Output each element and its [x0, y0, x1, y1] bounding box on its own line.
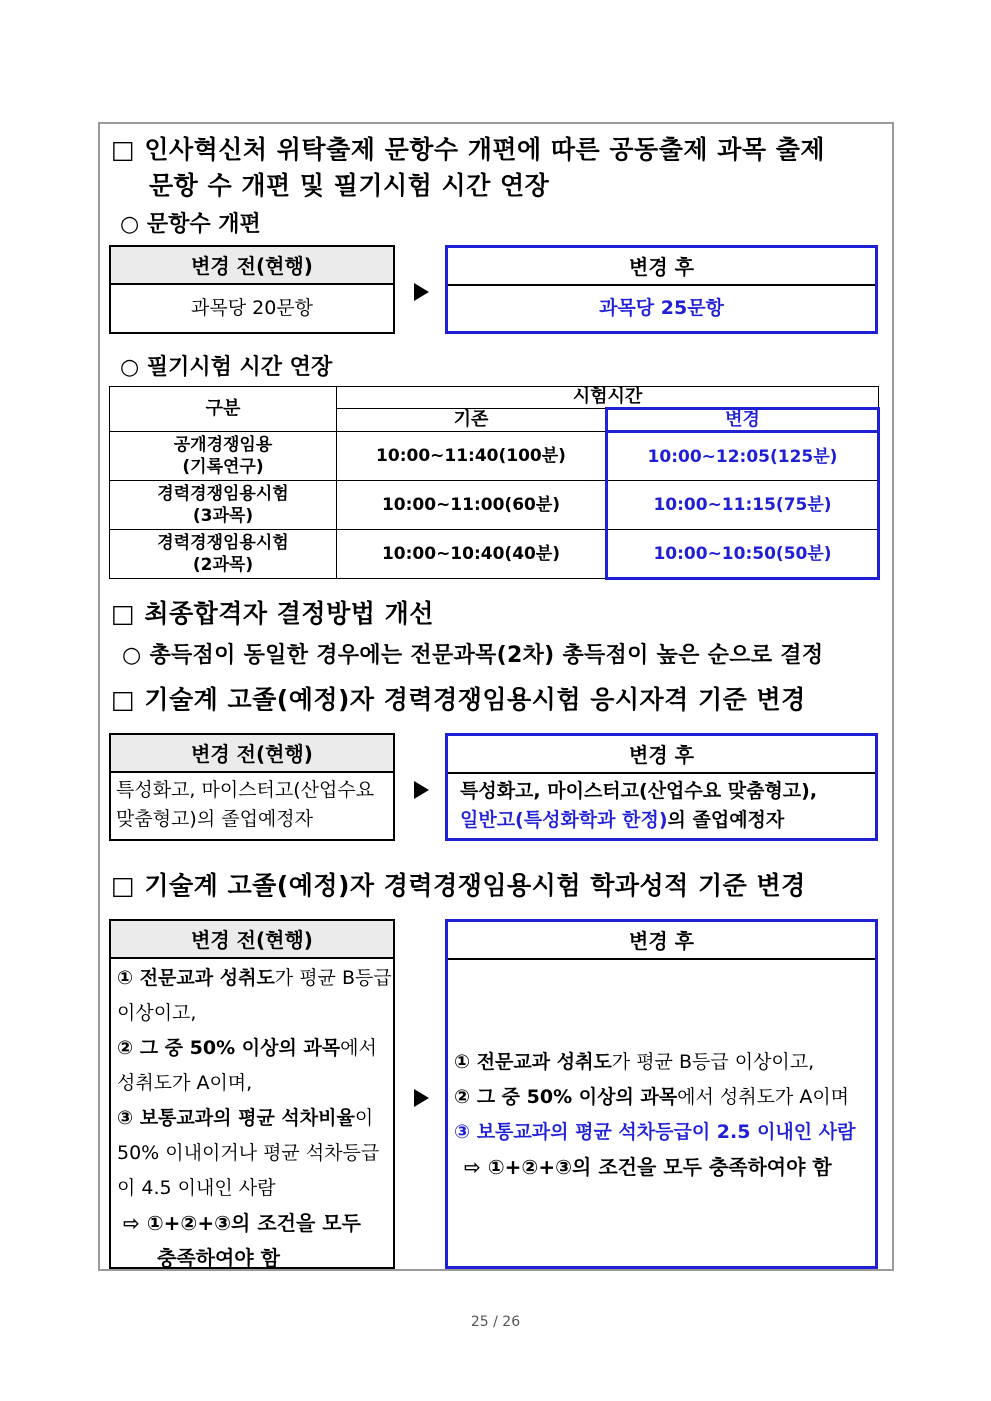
table-row	[110, 481, 879, 530]
grade-before-line: ② 그 중 50% 이상의 과목에서	[117, 1037, 377, 1059]
item-count-before-box	[109, 245, 395, 334]
item-count-before-head: 변경 전(현행)	[111, 247, 393, 285]
row-existing: 10:00~10:40(40분)	[337, 530, 607, 579]
section2-item: ○ 총득점이 동일한 경우에는 전문과목(2차) 총득점이 높은 순으로 결정	[122, 643, 824, 668]
qualification-before-line2: 맞춤형고)의 졸업예정자	[116, 808, 313, 830]
grade-before-line: 이상이고,	[117, 1002, 197, 1024]
table-header-time: 시험시간	[337, 387, 879, 409]
qualification-after-line1: 특성화고, 마이스터고(산업수요 맞춤형고),	[460, 780, 818, 802]
grade-before-line: 50% 이내이거나 평균 석차등급	[117, 1142, 380, 1164]
row-category: 경력경쟁임용시험 (3과목)	[110, 481, 337, 530]
grade-before-head: 변경 전(현행)	[111, 921, 393, 959]
section1-title-line2: 문항 수 개편 및 필기시험 시간 연장	[149, 171, 550, 200]
table-header-changed: 변경	[607, 409, 879, 432]
section1-sub-exam-time: ○ 필기시험 시간 연장	[120, 355, 333, 380]
grade-after-box	[445, 919, 878, 1269]
grade-after-line1: ① 전문교과 성취도가 평균 B등급 이상이고,	[454, 1051, 815, 1073]
page-number: 25 / 26	[470, 1314, 521, 1330]
arrow-right-icon	[414, 1089, 429, 1107]
table-row	[110, 432, 879, 481]
row-changed: 10:00~12:05(125분)	[607, 432, 879, 481]
qualification-after-line2-rest: 의 졸업예정자	[667, 809, 785, 831]
section2-title: □ 최종합격자 결정방법 개선	[111, 599, 434, 628]
grade-before-conclusion2: 충족하여야 함	[157, 1246, 280, 1270]
section3-title: □ 기술계 고졸(예정)자 경력경쟁임용시험 응시자격 기준 변경	[111, 685, 806, 714]
grade-before-line: 성취도가 A이며,	[117, 1072, 253, 1094]
table-row	[110, 530, 879, 579]
section1-title-line1: □ 인사혁신처 위탁출제 문항수 개편에 따른 공동출제 과목 출제	[111, 135, 826, 164]
qualification-after-box	[445, 733, 878, 841]
grade-after-line3: ③ 보통교과의 평균 석차등급이 2.5 이내인 사람	[454, 1121, 856, 1143]
qualification-before-line1: 특성화고, 마이스터고(산업수요	[116, 779, 375, 801]
row-existing: 10:00~11:40(100분)	[337, 432, 607, 481]
arrow-right-icon	[414, 283, 429, 301]
grade-before-line: ① 전문교과 성취도가 평균 B등급	[117, 967, 392, 989]
qualification-before-head: 변경 전(현행)	[111, 735, 393, 773]
qualification-before-box	[109, 733, 395, 841]
grade-before-line: 이 4.5 이내인 사람	[117, 1177, 276, 1199]
table-header-category: 구분	[110, 387, 337, 432]
grade-before-box	[109, 919, 395, 1269]
qualification-after-line2-highlight: 일반고(특성화학과 한정)	[460, 809, 668, 831]
row-changed: 10:00~11:15(75분)	[607, 481, 879, 530]
section1-sub-item-count: ○ 문항수 개편	[120, 212, 261, 237]
table-header-existing: 기존	[337, 409, 607, 432]
item-count-after-value: 과목당 25문항	[599, 297, 724, 319]
grade-before-line: ③ 보통교과의 평균 석차비율이	[117, 1107, 374, 1129]
arrow-right-icon	[414, 781, 429, 799]
grade-after-line2: ② 그 중 50% 이상의 과목에서 성취도가 A이며	[454, 1086, 850, 1108]
exam-time-table	[109, 386, 880, 580]
row-category: 공개경쟁임용 (기록연구)	[110, 432, 337, 481]
row-changed: 10:00~10:50(50분)	[607, 530, 879, 579]
item-count-after-head: 변경 후	[448, 248, 875, 286]
item-count-before-value: 과목당 20문항	[191, 297, 313, 319]
row-existing: 10:00~11:00(60분)	[337, 481, 607, 530]
grade-after-head: 변경 후	[448, 922, 875, 960]
grade-before-conclusion1: ⇨ ①+②+③의 조건을 모두	[123, 1211, 361, 1235]
row-category: 경력경쟁임용시험 (2과목)	[110, 530, 337, 579]
qualification-after-head: 변경 후	[448, 736, 875, 774]
item-count-after-box	[445, 245, 878, 334]
section4-title: □ 기술계 고졸(예정)자 경력경쟁임용시험 학과성적 기준 변경	[111, 871, 806, 900]
grade-after-conclusion: ⇨ ①+②+③의 조건을 모두 충족하여야 함	[464, 1155, 832, 1179]
